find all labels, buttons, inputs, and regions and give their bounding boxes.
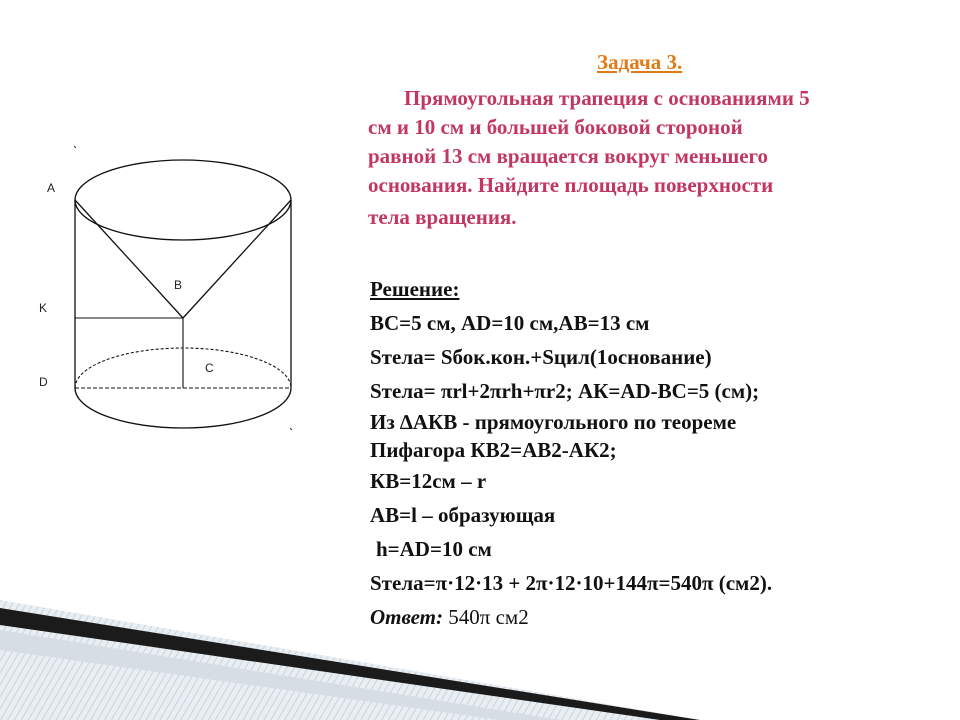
task-line: тела вращения. — [368, 205, 517, 229]
task-line: см и 10 см и большей боковой стороной — [368, 115, 743, 139]
cone-left-generatrix — [75, 200, 183, 318]
solution-line: АВ=l – образующая — [370, 503, 556, 527]
cone-right-generatrix — [183, 200, 291, 318]
task-title: Задача 3. — [597, 50, 683, 74]
cylinder-cone-figure — [0, 130, 320, 450]
solution-line: Sтела= πrl+2πrh+πr2; АК=АD-ВС=5 (см); — [370, 379, 760, 403]
solution-heading: Решение: — [370, 277, 460, 301]
answer-label: Ответ: — [370, 605, 443, 629]
solution-line: Пифагора КВ2=АВ2-АК2; — [370, 438, 617, 462]
solution-block — [370, 272, 940, 634]
task-line: основания. Найдите площадь поверхности — [368, 173, 774, 197]
answer-value: 540π см2 — [448, 605, 529, 629]
label-c: C — [205, 361, 214, 375]
solution-line: КВ=12см – r — [370, 469, 487, 493]
solution-line: ВС=5 см, АD=10 см,АВ=13 см — [370, 311, 650, 335]
task-line: Прямоугольная трапеция с основаниями 5 — [404, 86, 810, 110]
label-a: A — [47, 181, 56, 195]
top-ellipse — [75, 160, 291, 240]
corner-mark — [74, 146, 76, 148]
label-b: B — [174, 278, 183, 292]
task-statement — [368, 84, 940, 232]
solution-line: h=АD=10 см — [376, 537, 492, 561]
solution-line: Из ∆АКВ - прямоугольного по теореме — [370, 410, 737, 434]
label-k: K — [39, 301, 48, 315]
corner-mark — [290, 428, 292, 430]
label-d: D — [39, 375, 48, 389]
task-line: равной 13 см вращается вокруг меньшего — [368, 144, 769, 168]
bottom-ellipse-front — [75, 388, 291, 428]
solution-line: Sтела= Sбок.кон.+Sцил(1основание) — [370, 345, 712, 369]
answer-line — [370, 600, 940, 634]
solution-line: Sтела=π·12·13 + 2π·12·10+144π=540π (см2). — [370, 571, 773, 595]
